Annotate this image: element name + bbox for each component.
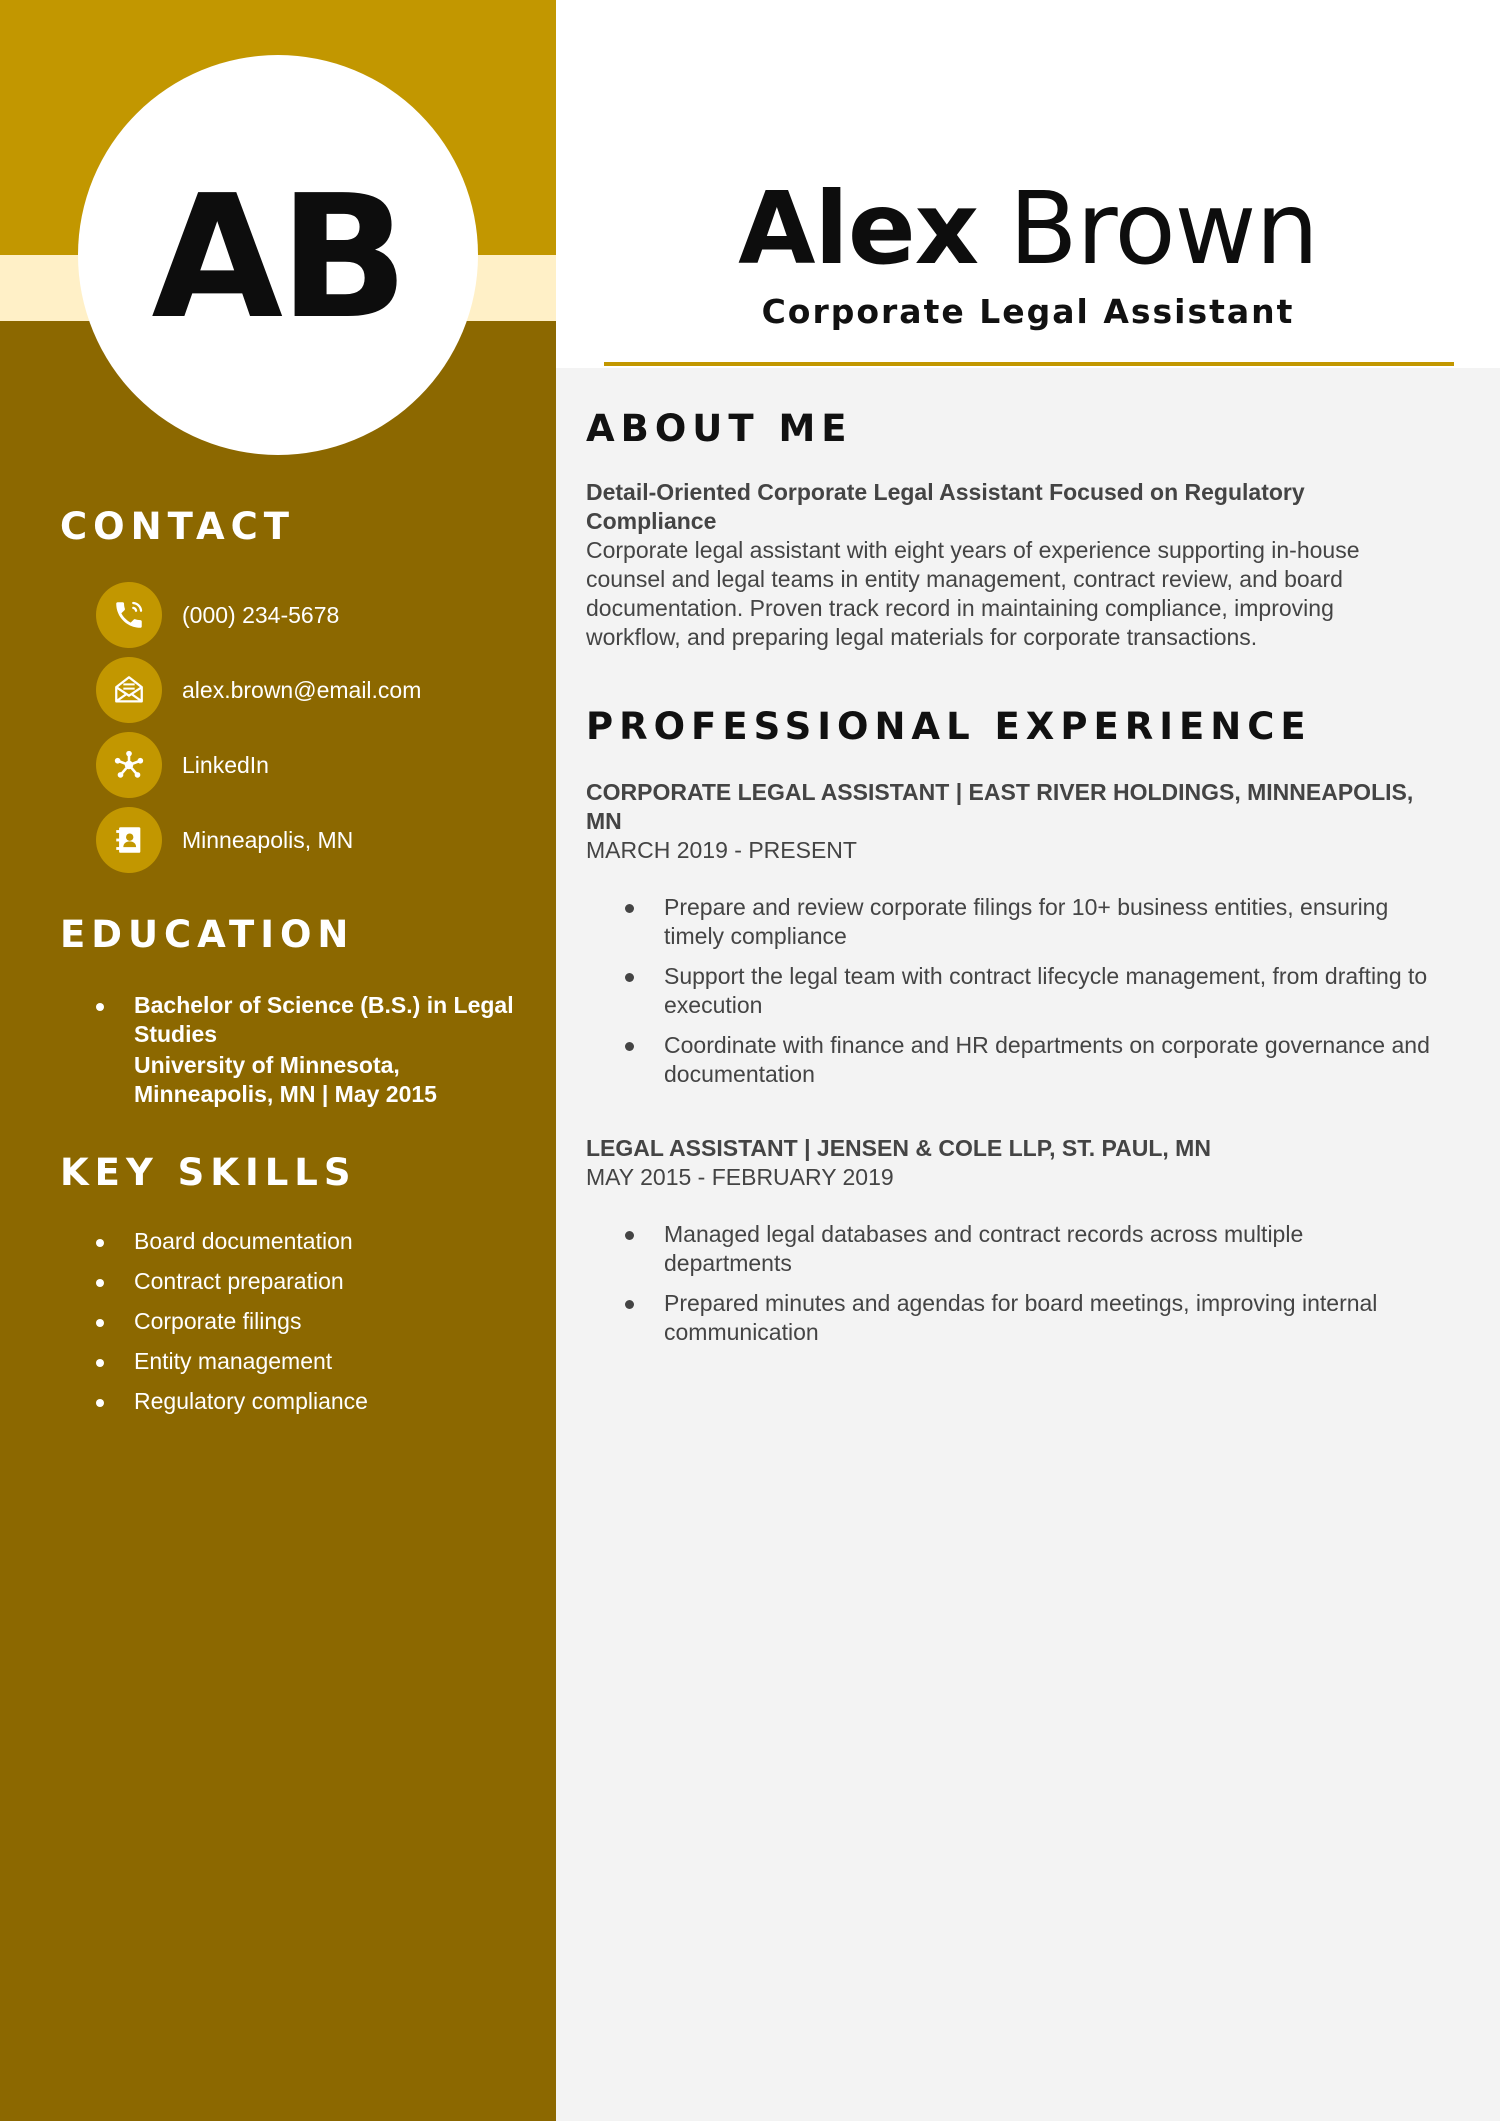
contact-linkedin-text: LinkedIn <box>182 751 269 778</box>
skill-item: Corporate filings <box>96 1307 516 1336</box>
contact-location-text: Minneapolis, MN <box>182 826 354 853</box>
job-entry-title: LEGAL ASSISTANT | JENSEN & COLE LLP, ST. PAUL, MN <box>586 1135 1211 1161</box>
skill-item: Board documentation <box>96 1227 516 1256</box>
education-school: University of Minnesota, Minneapolis, MN | May 2015 <box>134 1052 437 1107</box>
job-bullet: Prepare and review corporate filings for 10+ business entities, ensuring timely compliance <box>586 893 1436 951</box>
education-heading: EDUCATION <box>60 913 355 956</box>
job-bullet: Support the legal team with contract lifecycle management, from drafting to execution <box>586 962 1436 1020</box>
header-divider <box>604 362 1454 366</box>
skill-item: Regulatory compliance <box>96 1387 516 1416</box>
job-bullet-list <box>586 1220 1446 1347</box>
monogram-badge <box>78 55 478 455</box>
about-text: Corporate legal assistant with eight years of experience supporting in-house counsel and legal teams in entity management, contract review, and board documentation. Proven track record in maintaining compliance, improving workflow, and preparing legal materials for corporate transactions. <box>586 537 1360 650</box>
first-name: Alex <box>738 170 979 287</box>
skills-list <box>96 1227 516 1427</box>
contact-email[interactable] <box>96 657 421 723</box>
skills-heading: KEY SKILLS <box>60 1151 357 1194</box>
job-bullet: Managed legal databases and contract records across multiple departments <box>586 1220 1436 1278</box>
job-entry <box>586 778 1446 1100</box>
full-name <box>556 170 1500 287</box>
job-entry-dates: MARCH 2019 - PRESENT <box>586 837 857 863</box>
about-subtitle: Detail-Oriented Corporate Legal Assistant Focused on Regulatory Compliance <box>586 479 1305 534</box>
header <box>556 0 1500 368</box>
education-degree: Bachelor of Science (B.S.) in Legal Studies <box>134 992 514 1047</box>
monogram-text: AB <box>151 159 405 357</box>
contact-location[interactable] <box>96 807 353 873</box>
contact-email-text: alex.brown@email.com <box>182 676 422 703</box>
contact-phone[interactable] <box>96 582 339 648</box>
linkedin-network-icon <box>96 732 162 798</box>
about-heading: ABOUT ME <box>586 407 853 450</box>
contact-linkedin[interactable] <box>96 732 269 798</box>
phone-icon <box>96 582 162 648</box>
email-icon <box>96 657 162 723</box>
job-bullet-list <box>586 893 1446 1089</box>
last-name: Brown <box>1008 170 1318 287</box>
education-list <box>96 991 516 1109</box>
job-title: Corporate Legal Assistant <box>761 292 1295 331</box>
job-bullet: Coordinate with finance and HR departments on corporate governance and documentation <box>586 1031 1436 1089</box>
job-bullet: Prepared minutes and agendas for board meetings, improving internal communication <box>586 1289 1436 1347</box>
experience-heading: PROFESSIONAL EXPERIENCE <box>586 705 1312 748</box>
skill-item: Entity management <box>96 1347 516 1376</box>
address-book-icon <box>96 807 162 873</box>
education-item <box>96 991 516 1109</box>
job-entry-dates: MAY 2015 - FEBRUARY 2019 <box>586 1164 894 1190</box>
skill-item: Contract preparation <box>96 1267 516 1296</box>
contact-phone-text: (000) 234-5678 <box>182 601 340 628</box>
job-entry-title: CORPORATE LEGAL ASSISTANT | EAST RIVER HOLDINGS, MINNEAPOLIS, MN <box>586 779 1414 834</box>
job-entry <box>586 1134 1446 1358</box>
contact-heading: CONTACT <box>60 505 295 548</box>
